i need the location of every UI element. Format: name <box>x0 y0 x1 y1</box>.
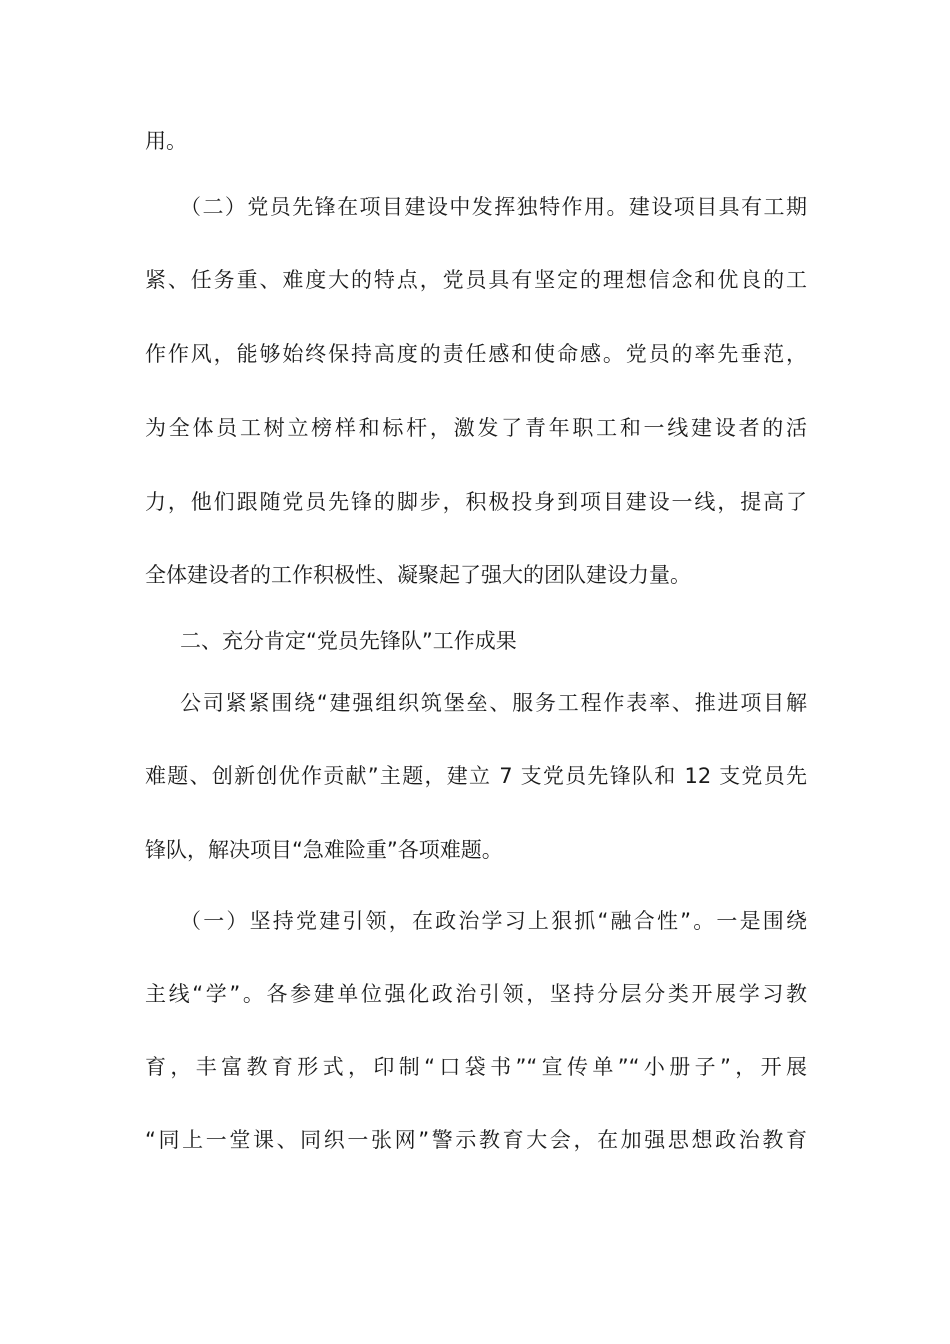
paragraph-line-3: 紧、任务重、难度大的特点，党员具有坚定的理想信念和优良的工 <box>145 268 807 292</box>
paragraph-line-7: 全体建设者的工作积极性、凝聚起了强大的团队建设力量。 <box>145 563 691 587</box>
paragraph-line-2: （二）党员先锋在项目建设中发挥独特作用。建设项目具有工期 <box>180 195 807 219</box>
paragraph-line-4: 作作风，能够始终保持高度的责任感和使命感。党员的率先垂范， <box>145 342 807 366</box>
paragraph-line-10: 难题、创新创优作贡献”主题，建立 7 支党员先锋队和 12 支党员先 <box>145 764 807 788</box>
paragraph-line-1: 用。 <box>145 129 187 153</box>
paragraph-line-5: 为全体员工树立榜样和标杆，激发了青年职工和一线建设者的活 <box>145 416 807 440</box>
paragraph-line-14: 育，丰富教育形式，印制“口袋书”“宣传单”“小册子”，开展 <box>145 1055 807 1079</box>
paragraph-line-11: 锋队，解决项目“急难险重”各项难题。 <box>145 838 503 862</box>
paragraph-line-15: “同上一堂课、同织一张网”警示教育大会，在加强思想政治教育 <box>145 1128 807 1152</box>
paragraph-line-13: 主线“学”。各参建单位强化政治引领，坚持分层分类开展学习教 <box>145 982 807 1006</box>
paragraph-line-9: 公司紧紧围绕“建强组织筑堡垒、服务工程作表率、推进项目解 <box>180 691 807 715</box>
paragraph-line-6: 力，他们跟随党员先锋的脚步，积极投身到项目建设一线，提高了 <box>145 490 807 514</box>
section-heading: 二、充分肯定“党员先锋队”工作成果 <box>180 629 517 653</box>
paragraph-line-12: （一）坚持党建引领，在政治学习上狠抓“融合性”。一是围绕 <box>180 909 807 933</box>
